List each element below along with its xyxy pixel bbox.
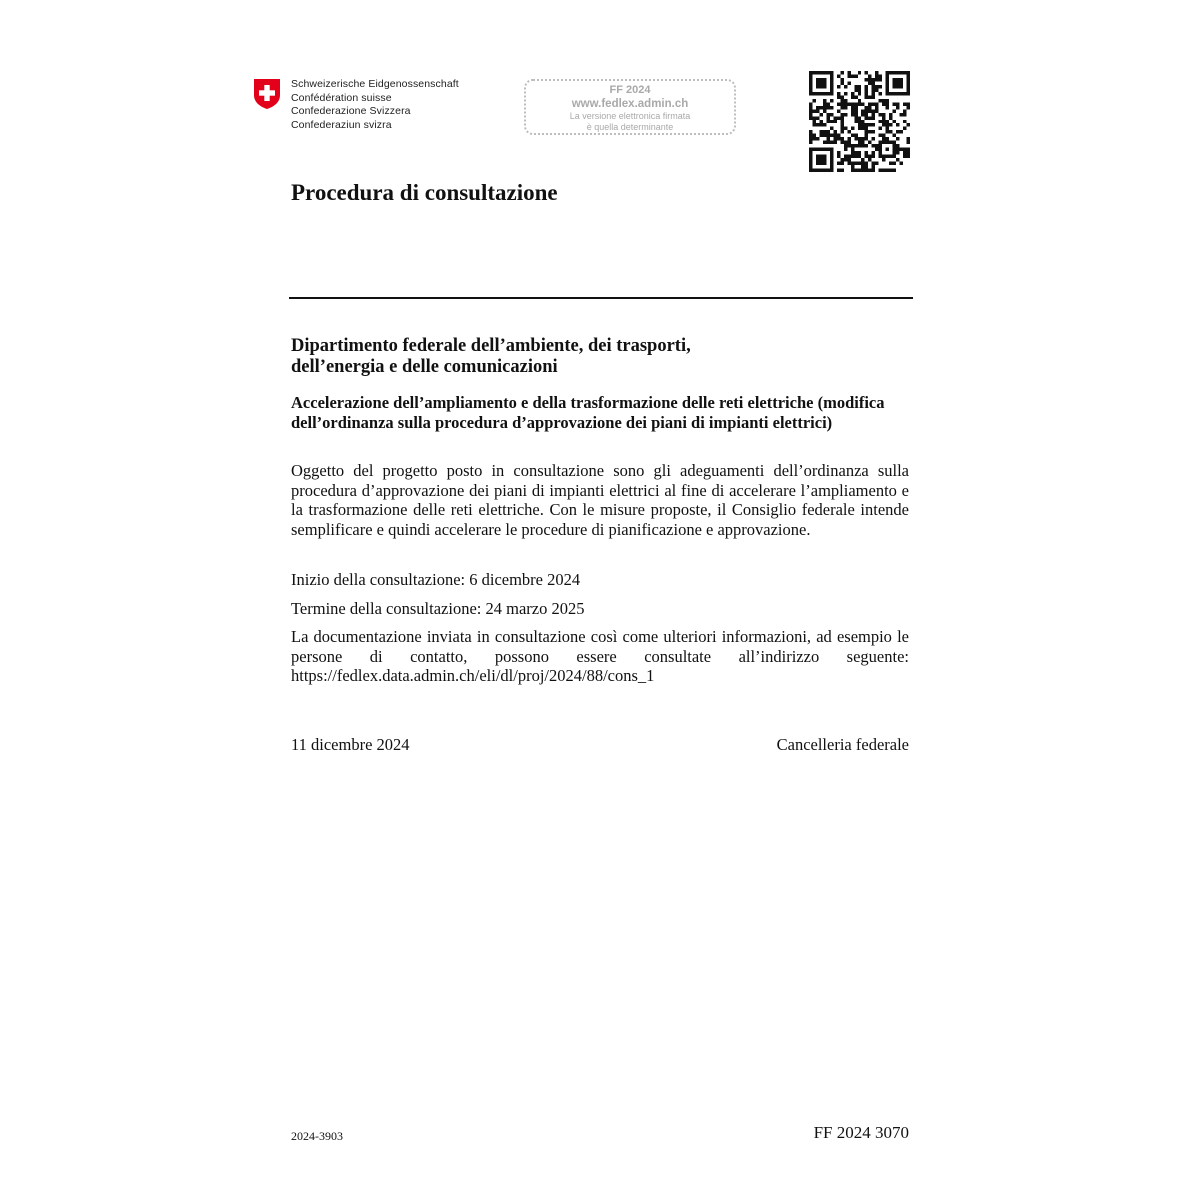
consultation-end: Termine della consultazione: 24 marzo 2025	[291, 599, 585, 618]
page-title: Procedura di consultazione	[291, 180, 558, 205]
confederation-name-fr: Confédération suisse	[291, 91, 392, 104]
stamp-line-4: è quella determinante	[586, 122, 674, 132]
publication-number: FF 2024 3070	[813, 1123, 909, 1142]
issuer: Cancelleria federale	[776, 735, 909, 754]
electronic-version-stamp	[524, 79, 736, 135]
confederation-names	[291, 78, 459, 132]
confederation-name-de: Schweizerische Eidgenossenschaft	[291, 78, 459, 90]
subject-heading: Accelerazione dell’ampliamento e della trasformazione delle reti elettriche (modifica dell’ordinanza sulla procedura d’approvazione dei piani di impianti elettrici)	[291, 393, 885, 432]
department-heading	[291, 336, 911, 378]
consultation-object-paragraph: Oggetto del progetto posto in consultazione sono gli adeguamenti dell’ordinanza sulla procedura d’approvazione dei piani di impianti elettrici al fine di accelerare l’ampliamento e la trasformazione delle reti elettriche. Con le misure proposte, il Consiglio federale intende semplificare e quindi accelerare le procedure di pianificazione e approvazione.	[291, 461, 909, 539]
title-divider	[289, 297, 913, 299]
confederation-name-it: Confederazione Svizzera	[291, 105, 411, 118]
documentation-paragraph: La documentazione inviata in consultazione così come ulteriori informazioni, ad esempio le persone di contatto, possono essere consultate all’indirizzo seguente: https://fedlex.data.admin.ch/eli/dl/proj/2024/88/cons_1	[291, 627, 909, 686]
department-line-2: dell’energia e delle comunicazioni	[291, 357, 558, 377]
consultation-start: Inizio della consultazione: 6 dicembre 2024	[291, 570, 581, 589]
confederation-name-rm: Confederaziun svizra	[291, 118, 392, 131]
stamp-line-2: www.fedlex.admin.ch	[571, 98, 689, 110]
reference-number: 2024-3903	[291, 1129, 343, 1143]
stamp-line-3: La versione elettronica firmata	[569, 111, 691, 121]
stamp-line-1: FF 2024	[609, 84, 651, 96]
qr-code-icon	[809, 71, 910, 172]
department-line-1: Dipartimento federale dell’ambiente, dei trasporti,	[291, 336, 691, 356]
swiss-cross-icon	[253, 78, 281, 110]
document-date: 11 dicembre 2024	[291, 735, 410, 754]
